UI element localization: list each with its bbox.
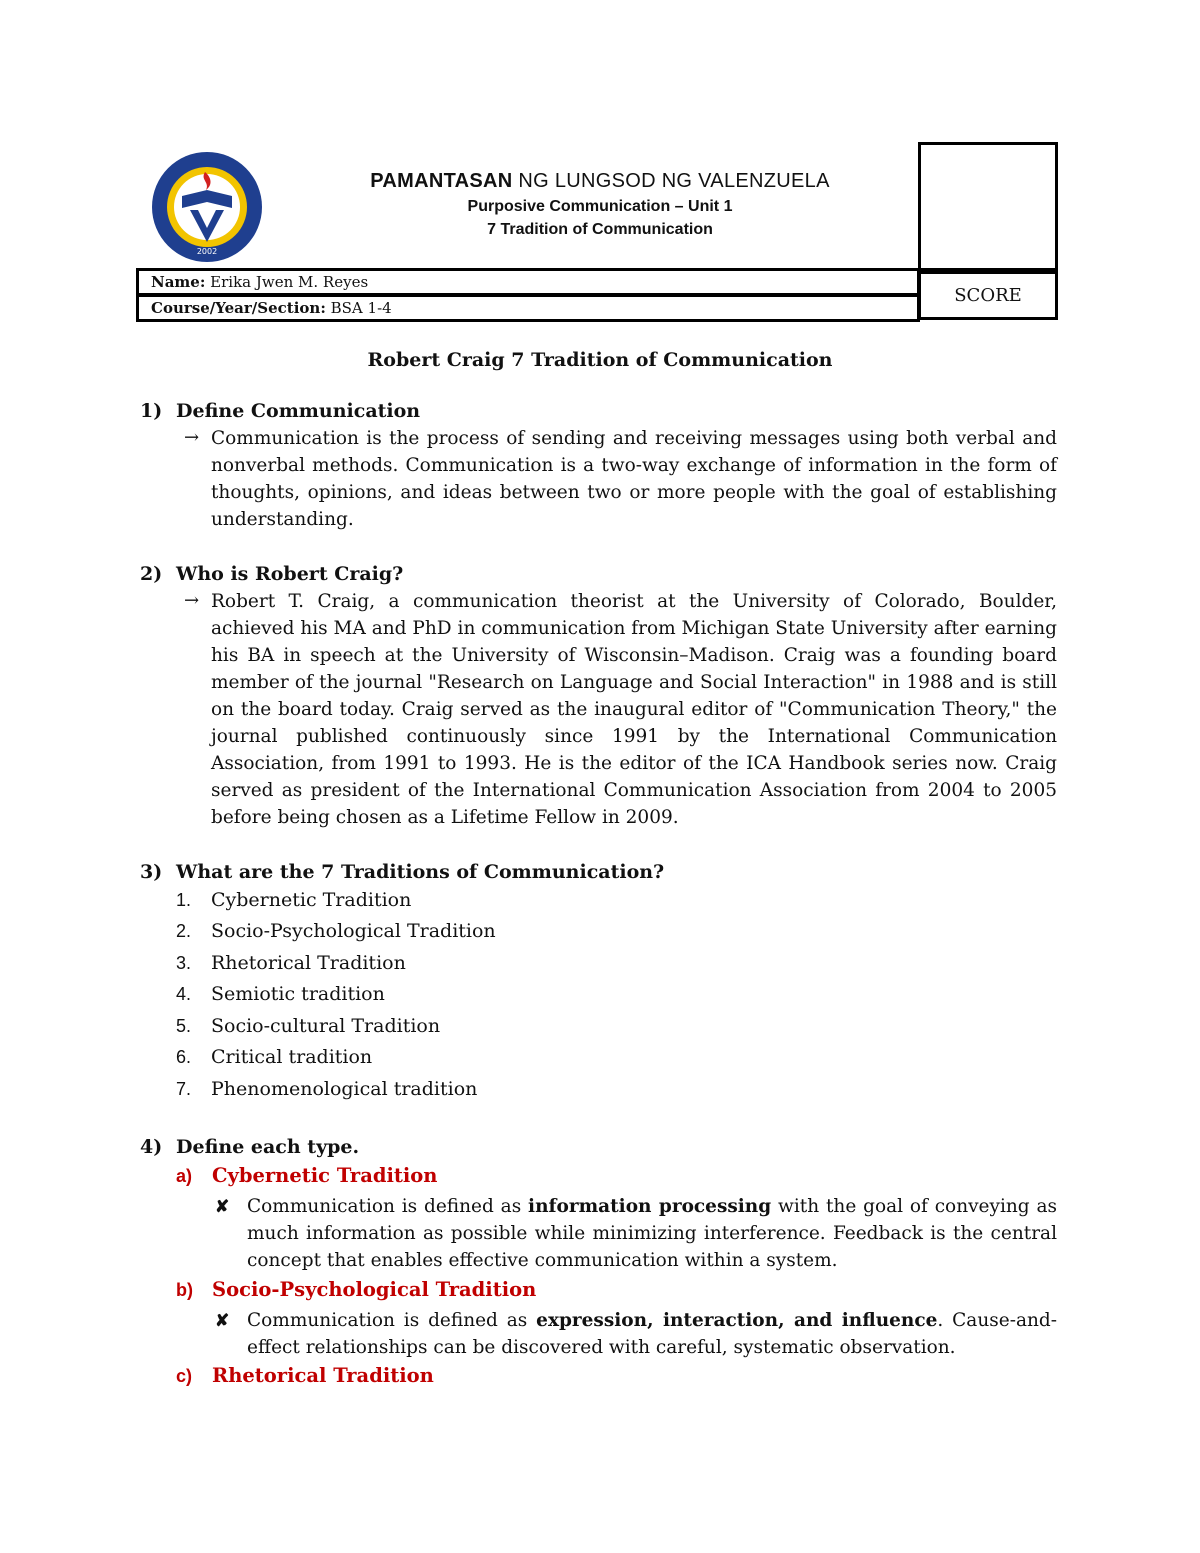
- university-name-rest: NG LUNGSOD NG VALENZUELA: [512, 170, 830, 192]
- tradition-b-heading: b) Socio-Psychological Tradition: [176, 1278, 537, 1301]
- list-item: 5. Socio-cultural Tradition: [176, 1015, 441, 1037]
- course-title: Purposive Communication – Unit 1: [467, 198, 733, 215]
- course-section-row: [151, 299, 392, 317]
- list-item: 6. Critical tradition: [176, 1046, 373, 1068]
- score-field: [921, 145, 1055, 268]
- course-section-value: BSA 1-4: [325, 299, 392, 317]
- student-info-box: [136, 268, 920, 322]
- tradition-b-definition: Communication is defined as expression, interaction, and influence. Cause-and-effect relationships can be discovered with careful, systematic observation.: [247, 1310, 1057, 1358]
- cross-bullet-icon: ✘: [215, 1311, 230, 1331]
- document-title: Robert Craig 7 Tradition of Communication: [367, 349, 833, 371]
- university-name: [300, 170, 900, 193]
- course-section-label: Course/Year/Section:: [151, 299, 326, 317]
- logo-year: 2002: [196, 247, 218, 256]
- score-label: SCORE: [954, 285, 1022, 306]
- question-4-heading: 4) Define each type.: [140, 1136, 360, 1158]
- tradition-a-heading: a) Cybernetic Tradition: [176, 1164, 438, 1187]
- unit-title: 7 Tradition of Communication: [487, 221, 713, 238]
- university-logo: [150, 150, 264, 264]
- name-label: Name:: [151, 273, 206, 291]
- question-1-answer: Communication is the process of sending and receiving messages using both verbal and nonverbal methods. Communication is a two-way exchange of information in the form of thoughts, opinions, and ideas between two or more people with the goal of establishing understanding.: [211, 428, 1057, 530]
- list-item: 4. Semiotic tradition: [176, 983, 385, 1005]
- arrow-icon: →: [184, 427, 200, 448]
- name-value: Erika Jwen M. Reyes: [205, 273, 369, 291]
- question-2-answer: Robert T. Craig, a communication theorist at the University of Colorado, Boulder, achieved his MA and PhD in communication from Michigan State University after earning his BA in speech at the University of Wisconsin–Madison. Craig was a founding board member of the journal "Research on Language and Social Interaction" in 1988 and is still on the board today. Craig served as the inaugural editor of "Communication Theory," the journal published continuously since 1991 by the International Communication Association, from 1991 to 1993. He is the editor of the ICA Handbook series now. Craig served as president of the International Communication Association from 2004 to 2005 before being chosen as a Lifetime Fellow in 2009.: [211, 591, 1057, 828]
- list-item: 3. Rhetorical Tradition: [176, 952, 406, 974]
- tradition-c-heading: c) Rhetorical Tradition: [176, 1364, 434, 1387]
- cross-bullet-icon: ✘: [215, 1197, 230, 1217]
- tradition-a-definition: Communication is defined as information processing with the goal of conveying as much information as possible while minimizing interference. Feedback is the central concept that enables effective communication within a system.: [247, 1196, 1057, 1271]
- list-item: 1. Cybernetic Tradition: [176, 889, 412, 911]
- name-row: [151, 273, 368, 291]
- arrow-icon: →: [184, 590, 200, 611]
- university-name-bold: PAMANTASAN: [370, 170, 513, 192]
- list-item: 7. Phenomenological tradition: [176, 1078, 478, 1100]
- list-item: 2. Socio-Psychological Tradition: [176, 920, 496, 942]
- question-1-heading: 1) Define Communication: [140, 400, 421, 422]
- question-2-heading: 2) Who is Robert Craig?: [140, 563, 404, 585]
- question-3-heading: 3) What are the 7 Traditions of Communication?: [140, 861, 665, 883]
- score-box: [918, 142, 1058, 320]
